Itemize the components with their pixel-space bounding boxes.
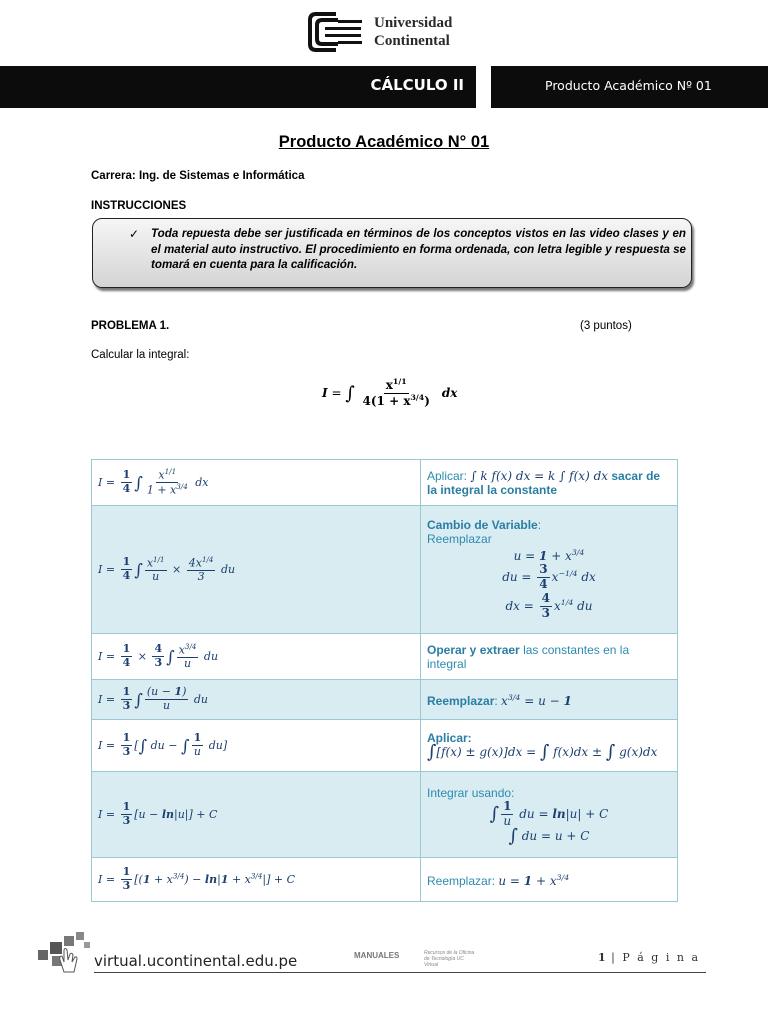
- table-row: [92, 634, 678, 680]
- note-cell: [421, 506, 678, 634]
- doc-label: Producto Académico Nº 01: [545, 78, 712, 93]
- logo-line-2: Continental: [374, 33, 450, 49]
- step-formula: I = $\frac{1}{3}$ [∫ du − ∫ $\frac{1}{u}$ du]: [98, 731, 228, 758]
- main-integral-formula: I = ∫ $\frac{x^{1/1}}{4(1 + x^{3/4})}$ dx: [322, 377, 458, 408]
- table-row: [92, 506, 678, 634]
- note-formula: ∫ $\frac{1}{u}$ du = ln|u| + C: [489, 798, 609, 828]
- note-cell: [421, 634, 678, 680]
- problem-points: (3 puntos): [580, 320, 632, 332]
- table-row: [92, 772, 678, 858]
- formula-cell: [92, 772, 421, 858]
- note-formula: ∫ du = u + C: [508, 825, 590, 847]
- course-bar: [0, 66, 476, 108]
- note-bold: Cambio de Variable: [427, 518, 538, 533]
- footer-divider: [94, 972, 706, 973]
- note-text: Integrar usando:: [427, 785, 515, 800]
- formula-cell: [92, 506, 421, 634]
- instructions-heading: INSTRUCCIONES: [91, 200, 187, 212]
- table-row: [92, 460, 678, 506]
- step-formula: I = $\frac{1}{4}$ ∫ $\frac{x^{1/1}}{1 + x^{3/4}}$ dx: [98, 466, 209, 497]
- solution-table: [91, 459, 678, 902]
- touch-hand-icon: [38, 930, 92, 974]
- note-formula: $x^{3/4} = u - 1$: [501, 693, 572, 708]
- problem-prompt: Calcular la integral:: [91, 349, 190, 361]
- page-number: [598, 951, 700, 964]
- formula-cell: [92, 634, 421, 680]
- instructions-text: Toda repuesta debe ser justificada en términos de los conceptos vistos en las video clases y en el material auto instructivo. El procedimiento en forma ordenada, con letra legible y respuesta se tomará en cuenta para la calificación.: [151, 227, 686, 271]
- logo-text: [374, 14, 452, 50]
- formula-cell: [92, 680, 421, 720]
- note-bold: sacar de la integral la constante: [427, 468, 661, 497]
- problem-label: PROBLEMA 1.: [91, 320, 170, 332]
- note-bold: Aplicar:: [427, 731, 472, 746]
- note-cell: [421, 858, 678, 902]
- table-row: [92, 720, 678, 772]
- table-row: [92, 858, 678, 902]
- page-number-value: 1: [598, 951, 606, 964]
- formula-cell: [92, 858, 421, 902]
- step-formula: I = $\frac{1}{3}$ $[(1 + x^{3/4}) - \ln|1 + x^{3/4}|] + C$: [98, 865, 296, 892]
- note-bold: Reemplazar: [427, 694, 495, 708]
- step-formula: I = $\frac{1}{3}$ [u − ln|u|] + C: [98, 800, 218, 827]
- note-formula: $u = 1 + x^{3/4}$: [498, 873, 570, 888]
- note-cell: [421, 720, 678, 772]
- course-title: CÁLCULO II: [370, 76, 464, 94]
- note-formula: dx = $\frac{4}{3}$ $x^{1/4}$ du: [505, 591, 593, 620]
- step-formula: I = $\frac{1}{4}$ ∫ $\frac{x^{1/1}}{u}$ × $\frac{4x^{1/4}}{3}$ du: [98, 554, 236, 583]
- note-cell: [421, 460, 678, 506]
- checkmark-icon: ✓: [129, 227, 140, 241]
- footer-recursos-text: Recursos de la Oficina de Tecnología UC Virtual: [424, 950, 475, 968]
- university-logo: [308, 10, 468, 56]
- logo-line-1: Universidad: [374, 15, 453, 31]
- university-logo-icon: [308, 12, 364, 52]
- formula-cell: [92, 720, 421, 772]
- note-formula: ∫[f(x) ± g(x)]dx = ∫ f(x)dx ± ∫ g(x)dx: [427, 741, 658, 763]
- career-line: Carrera: Ing. de Sistemas e Informática: [91, 170, 305, 182]
- table-row: [92, 680, 678, 720]
- note-text: Reemplazar:: [427, 874, 499, 888]
- note-text: Reemplazar: [427, 532, 492, 547]
- instructions-box: [92, 218, 692, 288]
- note-text: las constantes en la integral: [427, 642, 630, 671]
- page-title: Producto Académico N° 01: [278, 133, 490, 151]
- note-bold: Operar y extraer: [427, 642, 520, 657]
- note-text: :: [537, 518, 542, 533]
- doc-label-bar: [491, 66, 768, 108]
- note-text: :: [494, 694, 502, 708]
- note-formula: du = $\frac{3}{4}$ $x^{-1/4}$ dx: [502, 562, 596, 592]
- manuales-digitales-logo: MANUALES: [354, 951, 400, 960]
- step-formula: I = $\frac{1}{3}$ ∫ $\frac{(u - 1)}{u}$ du: [98, 685, 208, 712]
- step-formula: I = $\frac{1}{4}$ × $\frac{4}{3}$ ∫ $\frac{x^{3/4}}{u}$ du: [98, 641, 219, 670]
- note-formula: ∫ k f(x) dx = k ∫ f(x) dx: [470, 468, 609, 483]
- formula-cell: [92, 460, 421, 506]
- note-cell: [421, 680, 678, 720]
- note-text: Aplicar:: [427, 468, 471, 483]
- note-formula: $u = 1 + x^{3/4}$: [513, 548, 585, 564]
- note-cell: [421, 772, 678, 858]
- page-word: | P á g i n a: [605, 951, 700, 964]
- footer-url[interactable]: virtual.ucontinental.edu.pe: [94, 952, 298, 970]
